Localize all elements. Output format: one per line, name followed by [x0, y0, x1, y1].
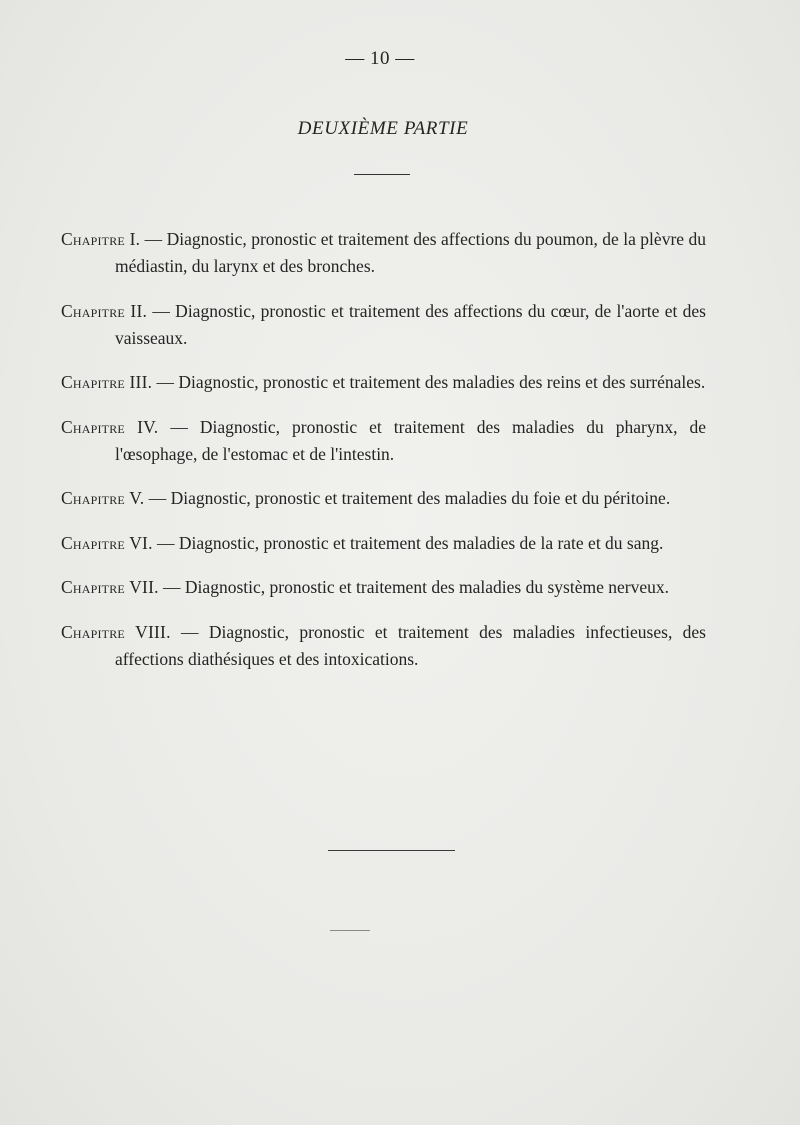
chapter-entry [61, 369, 706, 396]
chapter-entry [61, 574, 706, 601]
chapter-text: — Diagnostic, pronostic et traitement des maladies infectieuses, des affections diathésiques et des intoxications. [115, 621, 706, 669]
chapter-entry [61, 298, 706, 352]
chapter-list [61, 226, 706, 684]
chapter-text: — Diagnostic, pronostic et traitement des maladies du système nerveux. [158, 577, 669, 597]
chapter-entry [61, 226, 706, 280]
end-rule [328, 850, 455, 851]
chapter-heading: Chapitre VIII. [61, 621, 171, 642]
chapter-entry [61, 414, 706, 468]
chapter-heading: Chapitre VII. [61, 577, 159, 597]
chapter-text: — Diagnostic, pronostic et traitement des affections du cœur, de l'aorte et des vaisseaux. [115, 300, 706, 348]
chapter-heading: Chapitre I. [61, 229, 141, 249]
faint-rule [330, 930, 370, 931]
chapter-text: — Diagnostic, pronostic et traitement des maladies du pharynx, de l'œsophage, de l'estomac et de l'intestin. [115, 416, 706, 464]
chapter-heading: Chapitre IV. [61, 416, 159, 437]
chapter-text: — Diagnostic, pronostic et traitement des maladies de la rate et du sang. [152, 532, 664, 553]
chapter-entry [61, 485, 706, 512]
title-divider [354, 174, 410, 175]
chapter-heading: Chapitre V. [61, 488, 145, 508]
chapter-heading: Chapitre II. [61, 300, 148, 321]
chapter-text: — Diagnostic, pronostic et traitement des maladies du foie et du péritoine. [144, 488, 671, 508]
chapter-heading: Chapitre VI. [61, 532, 153, 553]
part-title: DEUXIÈME PARTIE [297, 118, 469, 139]
chapter-text: — Diagnostic, pronostic et traitement des affections du poumon, de la plèvre du médiastin, du larynx et des bronches. [115, 229, 706, 276]
chapter-entry [61, 530, 706, 557]
chapter-text: — Diagnostic, pronostic et traitement des maladies des reins et des surrénales. [152, 372, 706, 392]
page-number: — 10 — [345, 48, 415, 69]
chapter-entry [61, 619, 706, 673]
chapter-heading: Chapitre III. [61, 372, 153, 392]
